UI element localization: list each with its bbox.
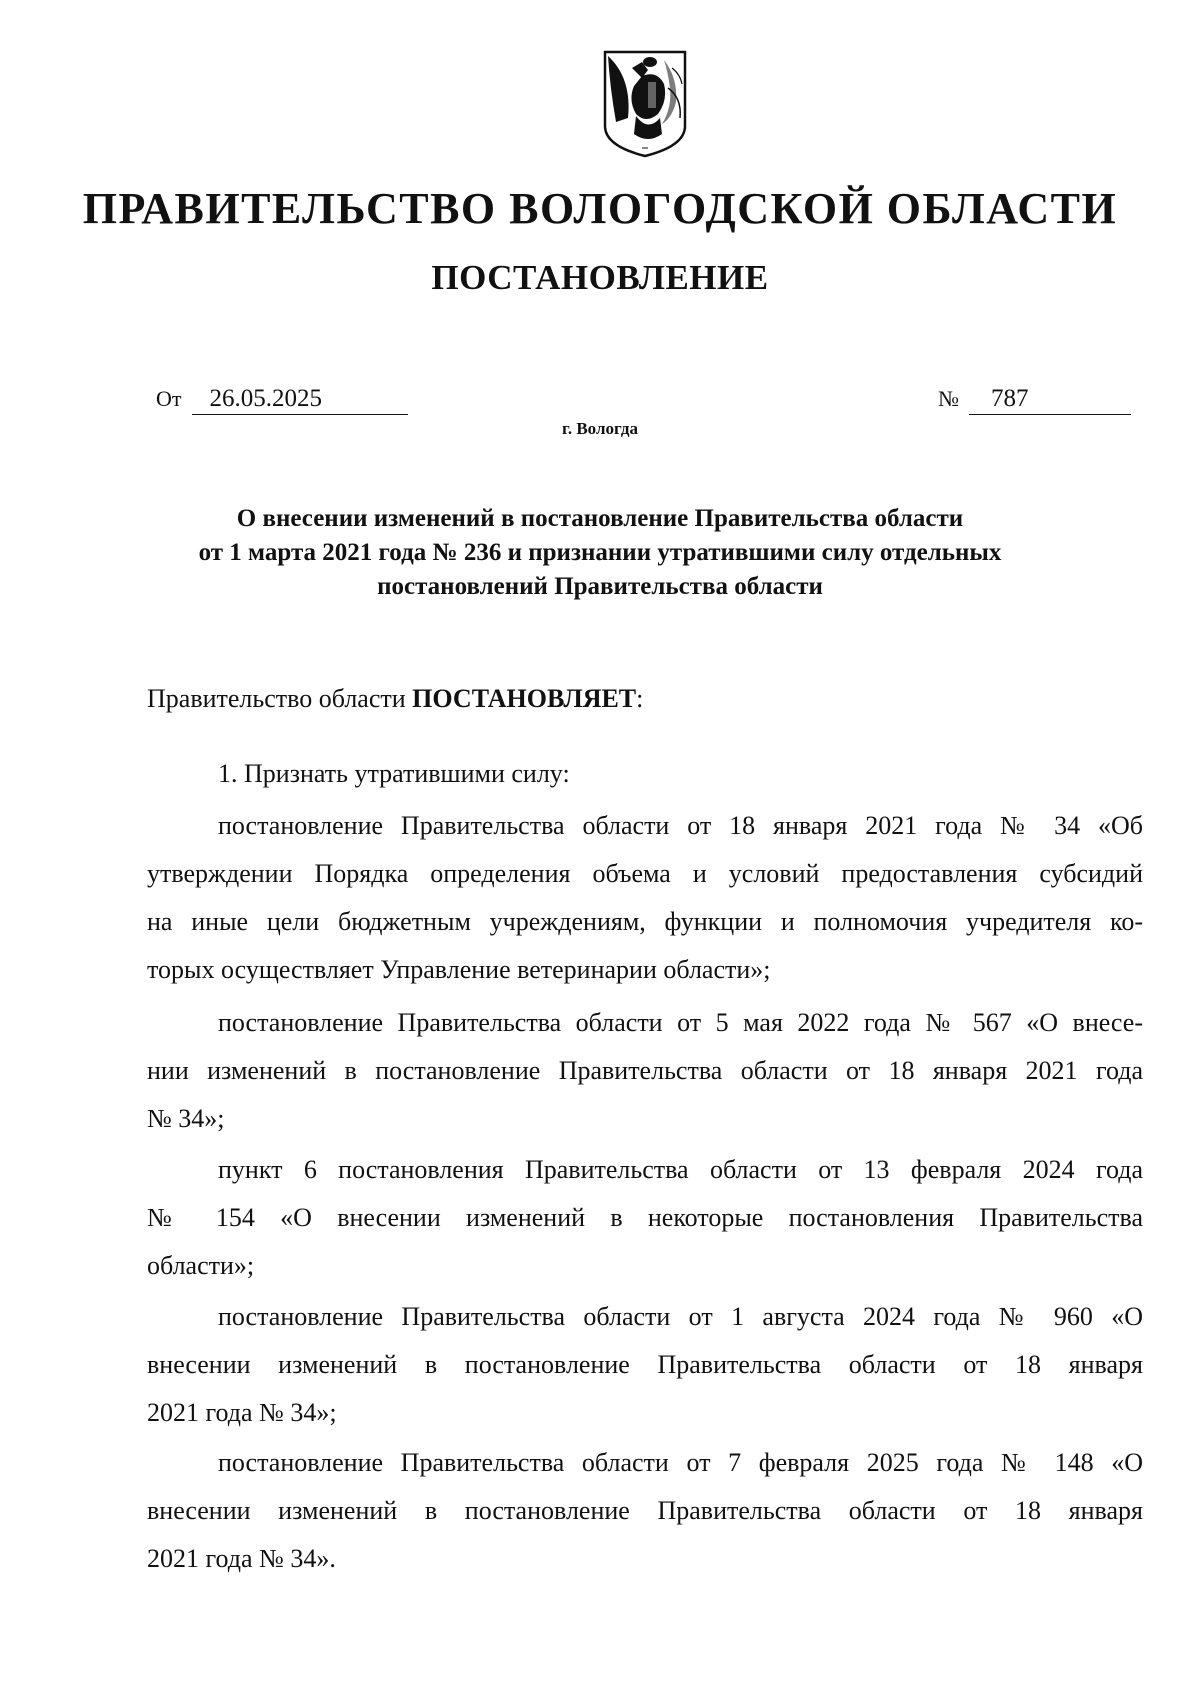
paragraph-line: области»; bbox=[147, 1251, 255, 1280]
repealed-act-paragraph bbox=[147, 1293, 1143, 1437]
paragraph-line: постановление Правительства области от 18 января 2021 года № 34 «Об bbox=[218, 811, 1143, 840]
subject-line: от 1 марта 2021 года № 236 и признании утратившими силу отдельных bbox=[198, 539, 1002, 566]
decree-keyword: ПОСТАНОВЛЯЕТ bbox=[412, 684, 637, 713]
paragraph-line: пункт 6 постановления Правительства области от 13 февраля 2024 года bbox=[218, 1155, 1143, 1184]
number-label: № bbox=[938, 386, 959, 411]
paragraph-line: торых осуществляет Управление ветеринарии области»; bbox=[147, 955, 771, 984]
document-subject bbox=[0, 502, 1200, 604]
document-date: 26.05.2025 bbox=[192, 384, 408, 415]
repealed-act-paragraph bbox=[147, 1146, 1143, 1290]
decree-suffix: : bbox=[636, 684, 644, 713]
paragraph-line: внесении изменений в постановление Правительства области от 18 января bbox=[147, 1496, 1143, 1525]
paragraph-line: внесении изменений в постановление Правительства области от 18 января bbox=[147, 1350, 1143, 1379]
paragraph-line: № 154 «О внесении изменений в некоторые постановления Правительства bbox=[147, 1203, 1143, 1232]
decree-statement bbox=[147, 684, 643, 714]
repealed-act-paragraph bbox=[147, 999, 1143, 1143]
paragraph-line: 2021 года № 34». bbox=[147, 1544, 336, 1573]
paragraph-line: на иные цели бюджетным учреждениям, функции и полномочия учредителя ко- bbox=[147, 907, 1143, 936]
paragraph-line: утверждении Порядка определения объема и условий предоставления субсидий bbox=[147, 859, 1143, 888]
document-date-line bbox=[156, 384, 408, 415]
repealed-act-paragraph bbox=[147, 802, 1143, 994]
paragraph-line: 2021 года № 34»; bbox=[147, 1398, 337, 1427]
document-number-line bbox=[938, 384, 1131, 415]
paragraph-line: постановление Правительства области от 7 февраля 2025 года № 148 «О bbox=[218, 1448, 1143, 1477]
issuing-city: г. Вологда bbox=[562, 419, 638, 438]
date-from-label: От bbox=[156, 386, 182, 411]
decree-prefix: Правительство области bbox=[147, 684, 413, 713]
subject-line: постановлений Правительства области bbox=[377, 573, 823, 600]
subject-line: О внесении изменений в постановление Правительства области bbox=[236, 505, 964, 532]
coat-of-arms-emblem bbox=[602, 48, 688, 160]
government-title: ПРАВИТЕЛЬСТВО ВОЛОГОДСКОЙ ОБЛАСТИ bbox=[82, 184, 1118, 233]
document-type-title: ПОСТАНОВЛЕНИЕ bbox=[431, 258, 769, 297]
document-number: 787 bbox=[969, 384, 1131, 415]
paragraph-line: № 34»; bbox=[147, 1104, 225, 1133]
paragraph-line: постановление Правительства области от 1 августа 2024 года № 960 «О bbox=[218, 1302, 1143, 1331]
paragraph-line: нии изменений в постановление Правительства области от 18 января 2021 года bbox=[147, 1056, 1143, 1085]
repealed-act-paragraph bbox=[147, 1439, 1143, 1583]
paragraph-line: постановление Правительства области от 5 мая 2022 года № 567 «О внесе- bbox=[218, 1008, 1143, 1037]
item-1-heading: 1. Признать утратившими силу: bbox=[218, 759, 570, 788]
